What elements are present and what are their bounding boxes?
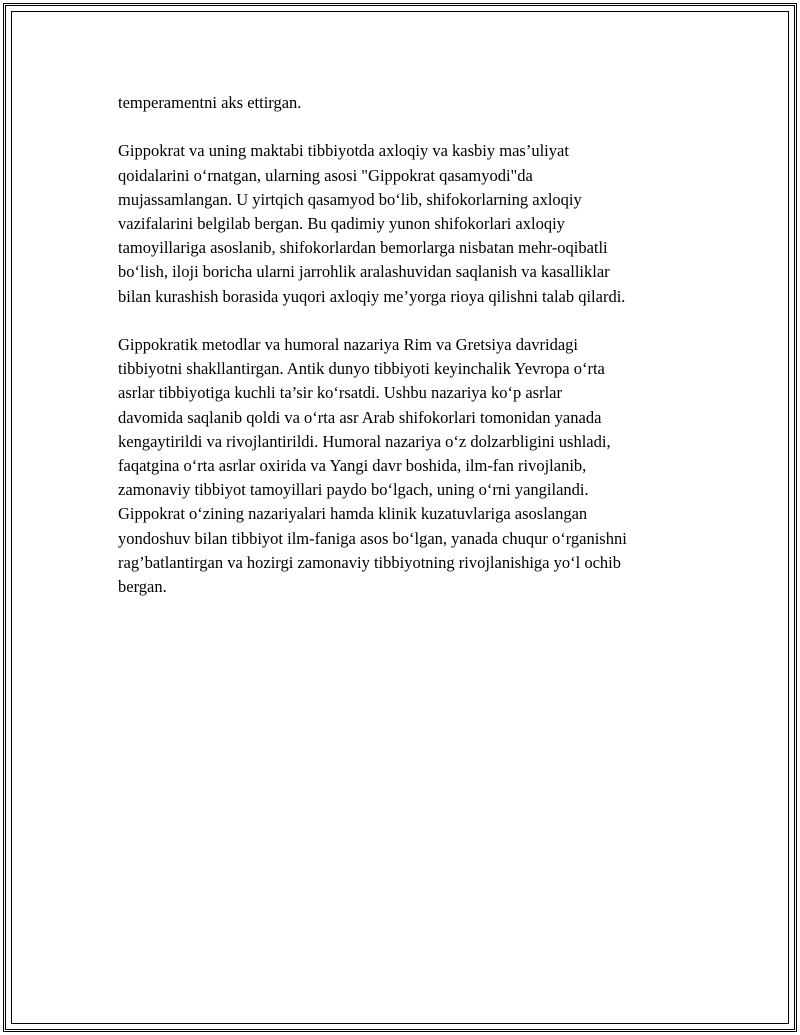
text-line: Gippokrat o‘zining nazariyalari hamda klinik kuzatuvlariga asoslangan xyxy=(118,504,588,524)
text-line: Gippokratik metodlar va humoral nazariya Rim va Gretsiya davridagi xyxy=(118,335,579,354)
text-line: Gippokrat va uning maktabi tibbiyotda axloqiy va kasbiy mas’uliyat xyxy=(118,141,569,161)
text-line: rag’batlantirgan va hozirgi zamonaviy tibbiyotning rivojlanishiga yo‘l ochib xyxy=(118,552,621,572)
text-line: bergan. xyxy=(118,577,167,597)
text-line: bilan kurashish borasida yuqori axloqiy me’yorga rioya qilishni talab qilardi. xyxy=(118,286,626,306)
text-line: yondoshuv bilan tibbiyot ilm-faniga asos bo‘lgan, yanada chuqur o‘rganishni xyxy=(118,528,627,548)
paragraph-2 xyxy=(118,139,698,308)
document-body xyxy=(118,91,698,623)
paragraph-1 xyxy=(118,91,698,115)
text-line: kengaytirildi va rivojlantirildi. Humoral nazariya o‘z dolzarbligini ushladi, xyxy=(118,431,611,451)
text-line: qoidalarini o‘rnatgan, ularning asosi "Gippokrat qasamyodi"da xyxy=(118,165,533,185)
text-line: vazifalarini belgilab bergan. Bu qadimiy yunon shifokorlari axloqiy xyxy=(118,214,565,233)
text-line: asrlar tibbiyotiga kuchli ta’sir ko‘rsatdi. Ushbu nazariya ko‘p asrlar xyxy=(118,383,562,403)
text-line: davomida saqlanib qoldi va o‘rta asr Arab shifokorlari tomonidan yanada xyxy=(118,407,602,427)
paragraph-3 xyxy=(118,333,698,599)
text-line: tibbiyotni shakllantirgan. Antik dunyo tibbiyoti keyinchalik Yevropa o‘rta xyxy=(118,359,605,379)
text-line: temperamentni aks ettirgan. xyxy=(118,93,302,112)
text-line: zamonaviy tibbiyot tamoyillari paydo bo‘lgach, uning o‘rni yangilandi. xyxy=(118,480,589,500)
text-line: faqatgina o‘rta asrlar oxirida va Yangi davr boshida, ilm-fan rivojlanib, xyxy=(118,456,587,476)
text-line: bo‘lish, iloji boricha ularni jarrohlik aralashuvidan saqlanish va kasalliklar xyxy=(118,262,610,282)
text-line: mujassamlangan. U yirtqich qasamyod bo‘lib, shifokorlarning axloqiy xyxy=(118,189,582,209)
text-line: tamoyillariga asoslanib, shifokorlardan bemorlarga nisbatan mehr-oqibatli xyxy=(118,238,608,258)
